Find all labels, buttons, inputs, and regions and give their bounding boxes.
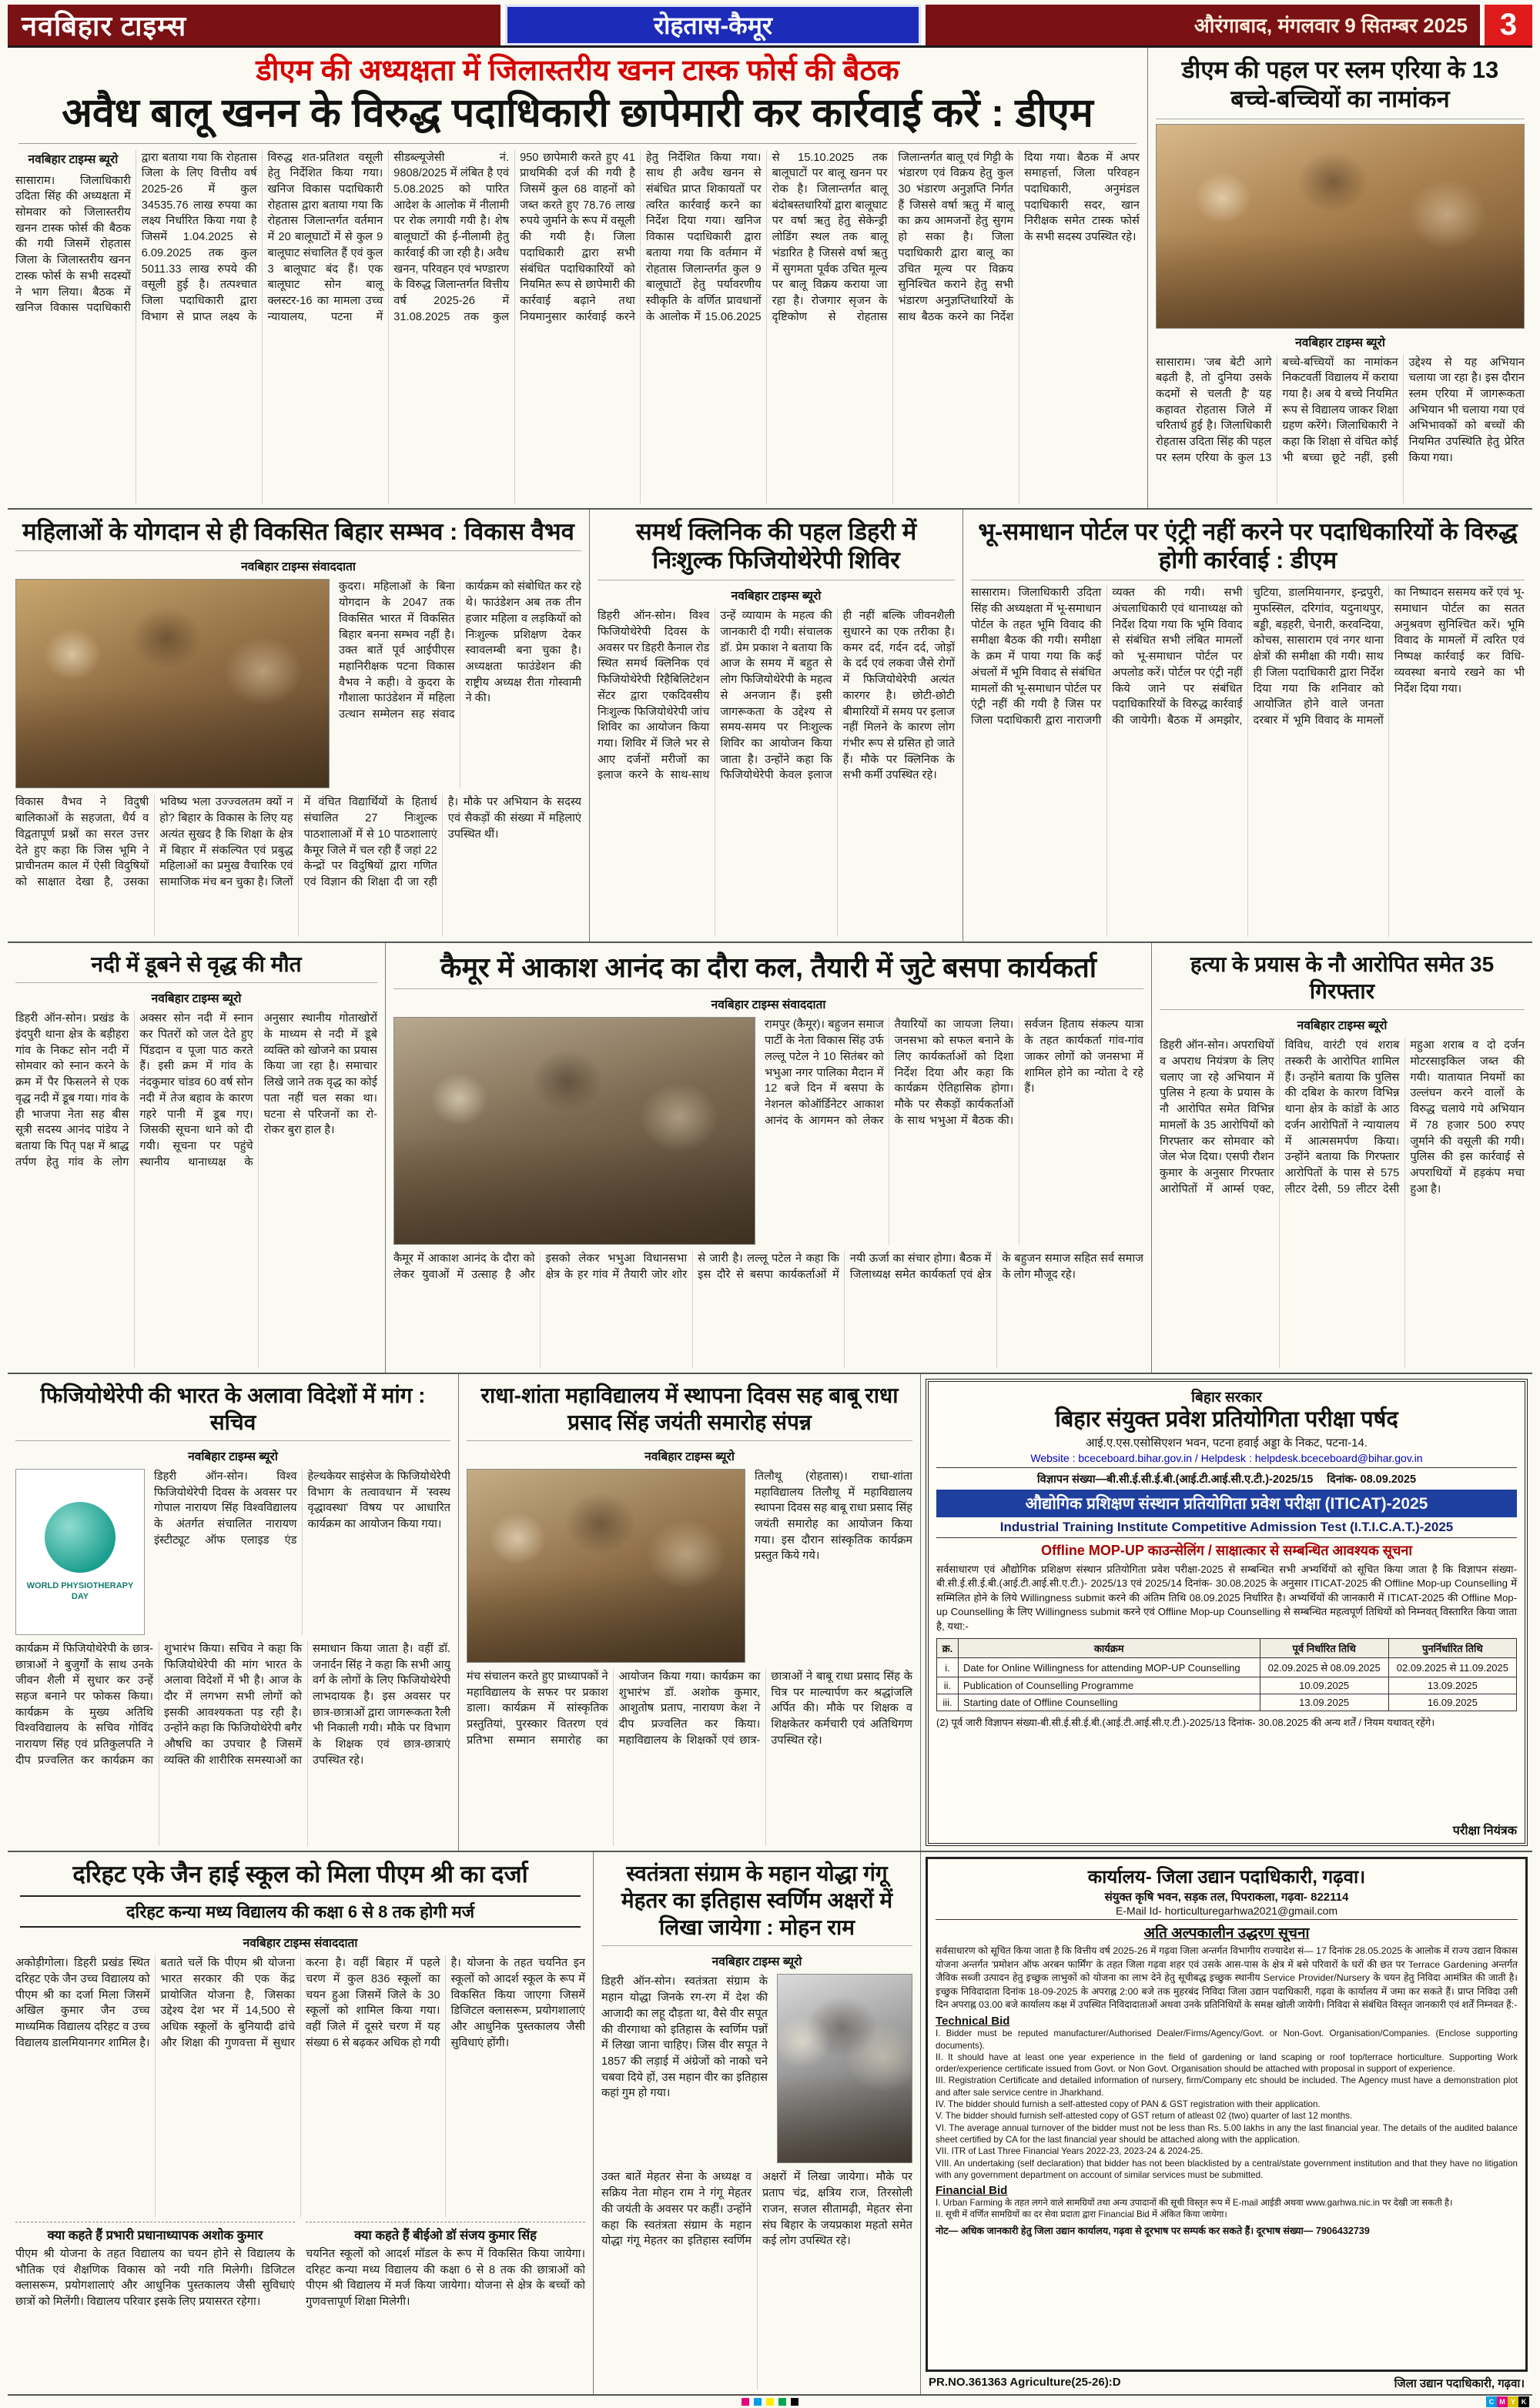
- samarth-headline: समर्थ क्लिनिक की पहल डिहरी में निःशुल्क फिजियोथेरेपी शिविर: [598, 514, 955, 581]
- page-number: 3: [1485, 5, 1532, 45]
- samarth-byline: नवबिहार टाइम्स ब्यूरो: [731, 590, 822, 604]
- row1-program: Date for Online Willingness for attending MOP-UP Counselling: [958, 1658, 1260, 1677]
- table-row: [937, 1677, 1517, 1694]
- physio-body-bottom: [15, 1641, 450, 1847]
- second-row: [8, 510, 1532, 944]
- radha-body-bottom: [467, 1669, 912, 1847]
- gangu-byline: नवबिहार टाइम्स ब्यूरो: [711, 1955, 802, 1969]
- bcece-th-new: पुनर्निर्धारित तिथि: [1388, 1639, 1516, 1658]
- table-row: [937, 1694, 1517, 1711]
- bcece-advt-no: विज्ञापन संख्या—बी.सी.ई.सी.ई.बी.(आई.टी.आई.सी.ए.टी.)-2025/15: [1036, 1473, 1314, 1486]
- mining-byline: नवबिहार टाइम्स ब्यूरो: [28, 152, 119, 166]
- bcece-th-sn: क्र.: [937, 1639, 959, 1658]
- mining-body-text: सासाराम। जिलाधिकारी उदिता सिंह की अध्यक्षता में सोमवार को जिलास्तरीय खनन टास्क फोर्स की बैठक की गयी जिसमें रोहतास जिला के जिलास्तरीय खनन टास्क फोर्स के सभी सदस्यों ने भाग लिया। बैठक में खनिज विकास पदाधिकारी द्वारा बताया गया कि रोहतास जिला के लिए वित्तीय वर्ष 2025-26 में कुल 34535.76 लाख रुपया का लक्ष्य निर्धारित किया गया है जिसमें 1.04.2025 से 6.09.2025 तक कुल 5011.33 लाख रुपये की वसूली हुई है। तत्पश्चात जिला पदाधिकारी द्वारा विभाग से प्राप्त लक्ष्य के विरुद्ध शत-प्रतिशत वसूली हेतु निर्देशित किया गया। खनिज विकास पदाधिकारी रोहतास द्वारा बताया गया कि रोहतास जिलान्तर्गत वर्तमान में 20 बालूघाटों में से कुल 9 बालूघाट संचालित हैं एवं कुल 3 बालूघाट बंद हैं। एक बालूघाट सोन बालू क्लस्टर-16 का मामला उच्च न्यायालय, पटना में सीडब्ल्यूजेसी नं. 9808/2025 में लंबित है एवं 5.08.2025 को पारित आदेश के आलोक में नीलामी पर रोक लगायी गयी है। शेष बालूघाटों की ई-नीलामी हेतु कार्रवाई की जा रही है। अवैध खनन, परिवहन एवं भण्डारण के विरुद्ध जिलान्तर्गत वित्तीय वर्ष 2025-26 में 31.08.2025 तक कुल 950 छापेमारी करते हुए 41 प्राथमिकी दर्ज की गयी है जिसमें कुल 68 वाहनों को जब्त करते हुए 78.76 लाख रुपये जुर्माने के रूप में वसूली की गयी है। जिला पदाधिकारी द्वारा सभी संबंधित पदाधिकारियों को नियमित रूप से छापेमारी की कार्रवाई बढ़ाने तथा नियमानुसार कार्रवाई करने हेतु निर्देशित किया गया। साथ ही अवैध खनन से संबंधित प्राप्त शिकायतों पर त्वरित कार्रवाई करने का निर्देश दिया गया। खनिज विकास पदाधिकारी द्वारा बताया गया कि वर्तमान में रोहतास जिलान्तर्गत कुल 9 बालूघाटों हेतु पर्यावरणीय स्वीकृति के वर्णित प्रावधानों के आलोक में 15.06.2025 से 15.10.2025 तक बालूघाटों पर बालू खनन पर रोक है। जिलान्तर्गत बालू बंदोबस्तधारियों द्वारा बालूघाट पर वर्षा ऋतु हेतु सेकेन्ड्री लोडिंग स्थल तक बालू भंडारित है जिससे वर्षा ऋतु में सुगमता पूर्वक उचित मूल्य पर बालू विक्रय कराया जा रहा है। रोजगार सृजन के दृष्टिकोण से रोहतास जिलान्तर्गत बालू एवं गिट्टी के भंडारण एवं विक्रय हेतु कुल 30 भंडारण अनुज्ञप्ति निर्गत हैं जिससे वर्षा ऋतु में बालू का क्रय आमजनों हेतु सुगम हो सका है। जिला पदाधिकारी द्वारा बालू का उचित मूल्य पर विक्रय सुनिश्चित कराने हेतु सभी भंडारण अनुज्ञप्तिधारियों के साथ बैठक करने का निर्देश दिया गया। बैठक में अपर समाहर्त्ता, जिला परिवहन पदाधिकारी, अनुमंडल पदाधिकारी सदर, खान निरीक्षक समेत टास्क फोर्स के सभी सदस्य उपस्थित रहे।: [15, 151, 1140, 323]
- tech-item-8: VIII. An undertaking (self declaration) that bidder has not been blacklisted by a central/state government institution and that they have no litigation with any government department on account of similar services must be submitted.: [936, 2158, 1518, 2180]
- vaibhav-body-bottom-text: विकास वैभव ने विदुषी बालिकाओं के सहजता, धैर्य व विद्वतापूर्ण प्रश्नों का सरल उत्तर देते हुए कहा कि जिस भूमि ने प्राचीनतम काल में ऐसी विदुषियों को साक्षात देखा है, उसका भविष्य भला उज्ज्वलतम क्यों न हो? बिहार के विकास के लिए यह अत्यंत सुखद है कि शिक्षा के क्षेत्र में बिहार में संकल्पित एवं प्रबुद्ध महिलाओं का प्रमुख वैचारिक एवं सामाजिक मंच बन चुका है। जिलों में वंचित विद्यार्थियों के हितार्थ संचालित 27 निःशुल्क पाठशालाओं में से 10 पाठशालाएं कैमूर जिले में चल रही हैं जहां 22 केन्द्रों पर विदुषियों द्वारा गणित एवं विज्ञान की शिक्षा दी जा रही है। मौके पर अभियान के सदस्य एवं सैकड़ों की संख्या में महिलाएं उपस्थित थीं।: [15, 796, 581, 888]
- bcece-controller-sign: परीक्षा नियंत्रक: [1452, 1824, 1517, 1838]
- row1-old-date: 02.09.2025 से 08.09.2025: [1260, 1658, 1388, 1677]
- bcece-notice-cell: [920, 1374, 1532, 1851]
- pm-shri-quotes: [15, 2222, 585, 2390]
- physio-headline: फिजियोथेरेपी की भारत के अलावा विदेशों में मांग : सचिव: [15, 1379, 450, 1441]
- quote2-text: चयनित स्कूलों को आदर्श मॉडल के रूप में विकसित किया जायेगा। दरिहट कन्या मध्य विद्यालय की कक्षा 6 से 8 तक की छात्राओं को पीएम श्री विद्यालय में मर्ज किया जायेगा। योजना से क्षेत्र के बच्चों को गुणवत्तापूर्ण शिक्षा मिलेगी।: [306, 2248, 585, 2309]
- radha-body-side-text: तिलौथू (रोहतास)। राधा-शांता महाविद्यालय तिलौथू में महाविद्यालय स्थापना दिवस सह बाबू राधा प्रसाद सिंह जयंती समारोह का आयोजन किया गया। इस दौरान सांस्कृतिक कार्यक्रम प्रस्तुत किये गये।: [755, 1470, 912, 1563]
- cmyk-m: M: [1497, 2396, 1508, 2407]
- gangu-body-side-text: डिहरी ऑन-सोन। स्वतंत्रता संग्राम के महान योद्धा जिनके रग-रग में देश की आजादी का लहू दौड़ता था, वैसे वीर सपूत की वीरगाथा को इतिहास के स्वर्णिम पन्नों में लिखा जाना चाहिए। जिस वीर सपूत ने 1857 की लड़ाई में अंग्रेजों को नाको चने चबवा दिये हों, उस महान वीर का इतिहास कहां गुम हो गया।: [601, 1975, 768, 2100]
- cmyk-y: Y: [1508, 2396, 1518, 2407]
- physio-body-side-text: डिहरी ऑन-सोन। विश्व फिजियोथेरेपी दिवस के अवसर पर गोपाल नारायण सिंह विश्वविद्यालय के अंतर्गत संचालित नारायण इंस्टीट्यूट ऑफ एलाइड एंड हेल्थकेयर साइंसेज के फिजियोथेरेपी विभाग के तत्वावधान में 'स्वस्थ वृद्धावस्था' विषय पर आधारित कार्यक्रम का आयोजन किया गया।: [154, 1470, 450, 1547]
- top-row: [8, 48, 1532, 510]
- samarth-body-text: डिहरी ऑन-सोन। विश्व फिजियोथेरेपी दिवस के अवसर पर डिहरी कैनाल रोड स्थित समर्थ क्लिनिक एवं फिजियोथेरेपी रिहैबिलिटेशन सेंटर द्वारा एकदिवसीय निःशुल्क फिजियोथेरेपी जांच शिविर का आयोजन किया गया। शिविर में जिले भर से आए दर्जनों मरीजों का इलाज करने के साथ-साथ उन्हें व्यायाम के महत्व की जानकारी दी गयी। संचालक डॉ. प्रेम प्रकाश ने बताया कि आज के समय में बहुत से लोग फिजियोथेरेपी के महत्व से अनजान हैं। इसी जागरूकता के उद्देश्य से समय-समय पर निःशुल्क शिविर का आयोजन किया जाता है। उन्होंने कहा कि फिजियोथेरेपी केवल इलाज ही नहीं बल्कि जीवनशैली सुधारने का एक तरीका है। कमर दर्द, गर्दन दर्द, जोड़ों के दर्द एवं लकवा जैसे रोगों में फिजियोथेरेपी अत्यंत कारगर है। छोटी-छोटी बीमारियों में समय पर इलाज नहीं मिलने के कारण लोग गंभीर रूप से ग्रसित हो जाते हैं। मौके पर क्लिनिक के सभी कर्मी उपस्थित रहे।: [598, 610, 955, 782]
- tech-item-5: V. The bidder should furnish self-attested copy of GST return of atleast 02 (two) quarter of last 12 months.: [936, 2111, 1353, 2122]
- black-mark-icon: [791, 2398, 798, 2406]
- third-row: [8, 943, 1532, 1374]
- garhwa-signature: जिला उद्यान पदाधिकारी, गढ़वा।: [1394, 2377, 1525, 2390]
- garhwa-address: संयुक्त कृषि भवन, सड़क तल, पिपराकला, गढ़वा- 822114: [1104, 1891, 1349, 1905]
- kaimur-headline: कैमूर में आकाश आनंद का दौरा कल, तैयारी में जुटे बसपा कार्यकर्ता: [393, 948, 1143, 989]
- bcece-mopup-line: Offline MOP-UP काउन्सेलिंग / साक्षात्कार से सम्बन्धित आवश्यक सूचना: [1040, 1542, 1413, 1558]
- garhwa-notice: [926, 1857, 1528, 2372]
- row3-sn: iii.: [937, 1694, 959, 1711]
- cmyk-c: C: [1486, 2396, 1497, 2407]
- article-kaimur: [385, 943, 1151, 1373]
- slum-headline: डीएम की पहल पर स्लम एरिया के 13 बच्चे-बच्चियों का नामांकन: [1156, 52, 1525, 119]
- kaimur-body-bottom-text: कैमूर में आकाश आनंद के दौरा को लेकर युवाओं में उत्साह है और इसको लेकर भभुआ विधानसभा क्षेत्र के हर गांव में तैयारी जोर शोर से जारी है। लल्लू पटेल ने कहा कि इस दौरे से बसपा कार्यकर्ताओं में नयी ऊर्जा का संचार होगा। बैठक में जिलाध्यक्ष समेत कार्यकर्ता एवं क्षेत्र के बहुजन समाज सहित सर्व समाज के लोग मौजूद रहे।: [393, 1252, 1143, 1282]
- quote2-heading: क्या कहते हैं बीईओ डॉ संजय कुमार सिंह: [354, 2229, 537, 2242]
- kaimur-photo: [393, 1017, 755, 1245]
- fin-item-2: II. सूची में वर्णित सामग्रियों का दर सेवा प्रदाता द्वारा Financial Bid में अंकित किया जायेगा।: [936, 2209, 1227, 2220]
- article-pm-shri: [8, 1852, 593, 2394]
- tech-item-4: IV. The bidder should furnish a self-attested copy of PAN & GST registration with their application.: [936, 2099, 1321, 2110]
- tech-item-1: I. Bidder must be reputed manufacturer/Authorised Dealer/Firms/Agency/Govt. or Non-Govt. Organisation/Companies. (Enclose supporting documents).: [936, 2028, 1518, 2051]
- radha-body-side: [755, 1469, 912, 1663]
- physio-body-bottom-text: कार्यक्रम में फिजियोथेरेपी के छात्र-छात्राओं ने बुजुर्गों के साथ उनके जीवन शैली में सुधार कर उन्हें सहज बनाने पर फोकस किया। कार्यक्रम के मुख्य अतिथि विश्वविद्यालय के सचिव गोविंद नारायण सिंह एवं प्रतिकुलपति ने दीप प्रज्वलित कर कार्यक्रम का शुभारंभ किया। सचिव ने कहा कि फिजियोथेरेपी की मांग भारत के अलावा विदेशों में भी है। आज के दौर में लगभग सभी लोगों को इसकी आवश्यकता पड़ रही है। उन्होंने कहा कि फिजियोथेरेपी बगैर औषधि का उपचार है जिसमें व्यक्ति की शारीरिक समस्याओं का समाधान किया जाता है। वहीं डॉ. जनार्दन सिंह ने कहा कि सभी आयु वर्ग के लोगों के लिए फिजियोथेरेपी लाभदायक है। इस अवसर पर छात्र-छात्राओं द्वारा जागरूकता रैली भी निकाली गयी। मौके पर विभाग के शिक्षक एवं छात्र-छात्राएं उपस्थित रहे।: [15, 1642, 450, 1767]
- nadi-body-text: डिहरी ऑन-सोन। प्रखंड के इंदपुरी थाना क्षेत्र के बड़ीहरा गांव के निकट सोन नदी में सोमवार को स्नान करने के क्रम में पैर फिसलने से एक वृद्ध नदी में डूब गया। गांव के ही भाजपा नेता सह बीस सूत्री सदस्य आनंद पांडेय ने बताया कि पितृ पक्ष में श्राद्ध तर्पण हेतु गांव के लोग अक्सर सोन नदी में स्नान कर पितरों को जल देते हुए पिंडदान व पूजा पाठ करते हैं। इसी क्रम में गांव के नंदकुमार चांडव 60 वर्ष सोन नदी में तेज बहाव के कारण गहरे पानी में डूब गए। जिसकी सूचना थाने को दी गयी। सूचना पर पहुंचे स्थानीय थानाध्यक्ष के अनुसार स्थानीय गोताखोरों के माध्यम से नदी में डूबे व्यक्ति को खोजने का प्रयास किया जा रहा है। समाचार लिखे जाने तक वृद्ध का कोई पता नहीं चल सका था। घटना से परिजनों का रो-रोकर बुरा हाल है।: [15, 1012, 377, 1169]
- masthead-dateline: औरंगाबाद, मंगलवार 9 सितम्बर 2025: [926, 5, 1480, 45]
- row3-program: Starting date of Offline Counselling: [958, 1694, 1260, 1711]
- mining-kicker: डीएम की अध्यक्षता में जिलास्तरीय खनन टास्क फोर्स की बैठक: [256, 54, 899, 87]
- samarth-body: [598, 608, 955, 937]
- hatya-body: [1160, 1038, 1525, 1368]
- pm-shri-headline: दरिहट एके जैन हाई स्कूल को मिला पीएम श्री का दर्जा: [72, 1861, 528, 1888]
- article-hatya: [1151, 943, 1532, 1373]
- pm-shri-body-text: अकोड़ीगोला। डिहरी प्रखंड स्थित दरिहट एके जैन उच्च विद्यालय को पीएम श्री का दर्जा मिला जिसमें अखिल कुमार जैन उच्च माध्यमिक विद्यालय दरिहट व उच्च विद्यालय डालमियानगर शामिल है। बताते चलें कि पीएम श्री योजना भारत सरकार की एक केंद्र प्रायोजित योजना है, जिसका उद्देश्य देश भर में 14,500 से अधिक स्कूलों के बुनियादी ढांचे और शिक्षा की गुणवत्ता में सुधार करना है। वहीं बिहार में पहले चरण में कुल 836 स्कूलों का चयन हुआ जिसमें जिले के 30 स्कूलों को शामिल किया गया। वहीं जिले में दूसरे चरण में यह संख्या 6 से बढ़कर अधिक हो गयी है। योजना के तहत चयनित इन स्कूलों को आदर्श स्कूल के रूप में विकसित किया जाएगा जिसमें डिजिटल क्लासरूम, प्रयोगशालाएं और आधुनिक पुस्तकालय जैसी सुविधाएं होंगी।: [15, 1957, 585, 2049]
- physiotherapy-day-icon: [45, 1502, 116, 1573]
- slum-byline: नवबिहार टाइम्स ब्यूरो: [1295, 336, 1385, 349]
- bhu-samadhan-body-text: सासाराम। जिलाधिकारी उदिता सिंह की अध्यक्षता में भू-समाधान पोर्टल के तहत भूमि विवाद की समीक्षा बैठक की गयी। समीक्षा के क्रम में पाया गया कि कई अंचलों में भूमि विवाद से संबंधित मामलों की भू-समाधान पोर्टल पर एंट्री नहीं की गयी है जिस पर जिला पदाधिकारी द्वारा नाराजगी व्यक्त की गयी। सभी अंचलाधिकारी एवं थानाध्यक्ष को निर्देश दिया गया कि भूमि विवाद से संबंधित सभी लंबित मामलों को भू-समाधान पोर्टल पर अपलोड करें। पोर्टल पर एंट्री नहीं किये जाने पर संबंधित पदाधिकारियों के विरुद्ध कार्रवाई की जायेगी। बैठक में अमझोर, चुटिया, डालमियानगर, इन्द्रपुरी, मुफस्सिल, दरिगांव, यदुनाथपुर, बड्डी, बड़हरी, चेनारी, करवन्दिया, कोचस, सासाराम एवं नगर थाना क्षेत्रों की समीक्षा की गयी। साथ ही जिला पदाधिकारी द्वारा निर्देश दिया गया कि शनिवार को आयोजित होने वाले जनता दरबार में भूमि विवाद के मामलों का निष्पादन ससमय करें एवं भू-समाधान पोर्टल का सतत अनुश्रवण सुनिश्चित करें। भूमि विवाद के मामलों में त्वरित एवं निष्पक्ष कार्रवाई कर विधि-व्यवस्था बनाये रखने का भी निर्देश दिया गया।: [971, 587, 1525, 727]
- nadi-headline: नदी में डूबने से वृद्ध की मौत: [15, 948, 377, 983]
- bcece-title-english: Industrial Training Institute Competitive Admission Test (I.T.I.C.A.T.)-2025: [936, 1517, 1517, 1538]
- bcece-advt-line: [936, 1468, 1517, 1490]
- hatya-headline: हत्या के प्रयास के नौ आरोपित समेत 35 गिरफ्तार: [1160, 948, 1525, 1010]
- bcece-title-hindi: औद्योगिक प्रशिक्षण संस्थान प्रतियोगिता प्रवेश परीक्षा (ITICAT)-2025: [936, 1490, 1517, 1517]
- gangu-body-bottom: [601, 2169, 912, 2390]
- garhwa-technical-bid-label: Technical Bid: [936, 2015, 1010, 2028]
- gangu-body-side: [601, 1974, 768, 2163]
- row2-new-date: 13.09.2025: [1388, 1677, 1516, 1694]
- bcece-address: आई.ए.एस.एसोसिएशन भवन, पटना हवाई अड्डा के निकट, पटना-14.: [1085, 1436, 1368, 1450]
- garhwa-footer-line: [924, 2373, 1529, 2391]
- row1-sn: i.: [937, 1658, 959, 1677]
- quote1-heading: क्या कहते हैं प्रभारी प्रधानाध्यापक अशोक कुमार: [47, 2229, 263, 2242]
- garhwa-office-title: कार्यालय- जिला उद्यान पदाधिकारी, गढ़वा।: [1087, 1867, 1366, 1888]
- physio-logo-text: WORLD PHYSIOTHERAPY DAY: [26, 1580, 134, 1601]
- magenta-mark-icon: [742, 2398, 749, 2406]
- pm-shri-subhead: दरिहट कन्या मध्य विद्यालय की कक्षा 6 से 8 तक होगी मर्ज: [20, 1895, 581, 1928]
- bcece-note: (2) पूर्व जारी विज्ञापन संख्या-बी.सी.ई.सी.ई.बी.(आई.टी.आई.सी.ए.टी.)-2025/13 दिनांक- 30.08.2025 की अन्य शर्तें / नियम यथावत् रहेंगे।: [936, 1717, 1435, 1729]
- nadi-body: [15, 1011, 377, 1368]
- hatya-body-text: डिहरी ऑन-सोन। अपराधियों व अपराध नियंत्रण के लिए चलाए जा रहे अभियान में पुलिस ने हत्या के प्रयास के नौ आरोपित समेत विभिन्न मामलों के 35 आरोपियों को गिरफ्तार कर सोमवार को जेल भेज दिया। एसपी रौशन कुमार के अनुसार गिरफ्तार आरोपितों में आर्म्स एक्ट, विविध, वारंटी एवं शराब तस्करी के आरोपित शामिल हैं। उन्होंने बताया कि पुलिस की दबिश के कारण विभिन्न थाना क्षेत्र के कांडों के आठ दर्जन आरोपितों ने न्यायालय में आत्मसमर्पण किया। उन्होंने बताया कि गिरफ्तार आरोपितों के पास से 575 लीटर देसी, 59 लीटर देसी महुआ शराब व दो दर्जन मोटरसाइकिल जब्त की गयी। यातायात नियमों का उल्लंघन करने वालों के विरुद्ध चलाये गये अभियान में 78 हजार 500 रुपए जुर्माने की वसूली की गयी। पुलिस की इस कार्रवाई से अपराधियों में हड़कंप मचा हुआ है।: [1160, 1039, 1525, 1196]
- kaimur-body-side: [765, 1017, 1143, 1245]
- gangu-headline: स्वतंत्रता संग्राम के महान योद्धा गंगू मेहतर का इतिहास स्वर्णिम अक्षरों में लिखा जायेगा : मोहन राम: [601, 1857, 912, 1946]
- mining-headline: अवैध बालू खनन के विरुद्ध पदाधिकारी छापेमारी कर कार्रवाई करें : डीएम: [18, 89, 1137, 144]
- vaibhav-body-side-text: कुदरा। महिलाओं के बिना योगदान के 2047 तक विकसित भारत में विकसित बिहार बनना सम्भव नहीं है। उक्त बातें पूर्व आईपीएस महानिरीक्षक पटना विकास वैभव ने कही। वे कुदरा के गौशाला फाउंडेशन में महिला उत्थान सम्मेलन सह संवाद कार्यक्रम को संबोधित कर रहे थे। फाउंडेशन अब तक तीन हजार महिला व लड़कियों को निःशुल्क प्रशिक्षण देकर स्वावलम्बी बना चुका है। अध्यक्षता फाउंडेशन की राष्ट्रीय अध्यक्ष रीता गोस्वामी ने की।: [339, 580, 581, 721]
- bcece-govt: बिहार सरकार: [1191, 1389, 1262, 1406]
- bcece-th-old: पूर्व निर्धारित तिथि: [1260, 1639, 1388, 1658]
- vaibhav-body-side: [339, 579, 581, 788]
- fin-item-1: I. Urban Farming के तहत लगने वाले सामग्रियों तथा अन्य उपादानों की सूची विस्तृत रूप में E-mail आईडी अथवा www.garhwa.nic.in पर देखी जा सकती है।: [936, 2198, 1453, 2209]
- article-radha-shanta: [458, 1374, 920, 1851]
- garhwa-notice-cell: [920, 1852, 1532, 2394]
- bcece-schedule-table: [936, 1638, 1517, 1711]
- garhwa-note: नोट— अधिक जानकारी हेतु जिला उद्यान कार्यालय, गढ़वा से दूरभाष पर सम्पर्क कर सकते हैं। दूरभाष संख्या— 7906432739: [936, 2225, 1370, 2236]
- pm-shri-byline: नवबिहार टाइम्स संवाददाता: [243, 1937, 358, 1951]
- color-registration-marks: [8, 2396, 1532, 2408]
- gangu-portrait-photo: [777, 1974, 912, 2163]
- row2-sn: ii.: [937, 1677, 959, 1694]
- quote1-text: पीएम श्री योजना के तहत विद्यालय का चयन होने से विद्यालय के भौतिक एवं शैक्षणिक विकास को नयी गति मिलेगी। डिजिटल क्लासरूम, प्रयोगशालाएं और आधुनिक पुस्तकालय जैसी सुविधाएं छात्रों को मिलेंगी। विद्यालय परिवार इसके लिए प्रयासरत रहेगा।: [15, 2248, 295, 2309]
- mining-body: [15, 150, 1140, 503]
- physio-body-side: [154, 1469, 450, 1635]
- bcece-board-name: बिहार संयुक्त प्रवेश प्रतियोगिता परीक्षा पर्षद: [1055, 1406, 1398, 1432]
- masthead: [8, 5, 1532, 48]
- quote-beo: [306, 2222, 585, 2390]
- article-physio: [8, 1374, 458, 1851]
- radha-photo: [467, 1469, 745, 1663]
- row2-old-date: 10.09.2025: [1260, 1677, 1388, 1694]
- physio-day-logo: [15, 1469, 145, 1635]
- article-slum: [1147, 48, 1532, 508]
- kaimur-body-side-text: रामपुर (कैमूर)। बहुजन समाज पार्टी के नेता विकास सिंह उर्फ लल्लू पटेल ने 10 सितंबर को भभुआ नगर पालिका मैदान में 12 बजे दिन में बसपा के नेशनल कोऑर्डिनेटर आकाश आनंद के आगमन को लेकर तैयारियों का जायजा लिया। जनसभा को सफल बनाने के लिए कार्यकर्ताओं को दिशा निर्देश दिया और कहा कि कार्यक्रम ऐतिहासिक होगा। मौके पर सैकड़ों कार्यकर्ताओं के साथ भभुआ में बैठक की। सर्वजन हिताय संकल्प यात्रा के तहत कार्यकर्ता गांव-गांव जाकर लोगों को जनसभा में शामिल होने का न्योता दे रहे हैं।: [765, 1018, 1143, 1127]
- yellow-mark-icon: [766, 2398, 774, 2406]
- vaibhav-body-bottom: [15, 794, 581, 937]
- row3-new-date: 16.09.2025: [1388, 1694, 1516, 1711]
- article-bhu-samadhan: [962, 510, 1532, 942]
- pr-number: PR.NO.361363 Agriculture(25-26):D: [929, 2376, 1121, 2389]
- article-nadi: [8, 943, 385, 1373]
- vaibhav-byline: नवबिहार टाइम्स संवाददाता: [241, 560, 356, 574]
- tech-item-7: VII. ITR of Last Three Financial Years 2022-23, 2023-24 & 2024-25.: [936, 2146, 1204, 2157]
- fourth-row: [8, 1374, 1532, 1853]
- slum-photo: [1156, 124, 1525, 329]
- tech-item-6: VI. The average annual turnover of the bidder must not be less than Rs. 5.00 lakhs in any the last financial year. The details of the audited balance sheet certified by CA for the last financial year should be attached along with the application.: [936, 2122, 1518, 2145]
- quote-headmaster: [15, 2222, 295, 2390]
- bcece-advt-date: दिनांक- 08.09.2025: [1327, 1473, 1417, 1486]
- bcece-th-program: कार्यक्रम: [958, 1639, 1260, 1658]
- bhu-samadhan-body: [971, 585, 1525, 937]
- hatya-byline: नवबिहार टाइम्स ब्यूरो: [1297, 1019, 1388, 1033]
- kaimur-body-bottom: [393, 1251, 1143, 1367]
- radha-byline: नवबिहार टाइम्स ब्यूरो: [644, 1450, 735, 1463]
- article-samarth: [589, 510, 962, 942]
- vaibhav-headline: महिलाओं के योगदान से ही विकसित बिहार सम्भव : विकास वैभव: [15, 514, 581, 552]
- fifth-row: [8, 1852, 1532, 2396]
- slum-body-text: सासाराम। 'जब बेटी आगे बढ़ती है, तो दुनिया उसके कदमों से चलती है' यह कहावत रोहतास जिले में चरितार्थ हुई है। जिलाधिकारी रोहतास उदिता सिंह की पहल पर स्लम एरिया के कुल 13 बच्चे-बच्चियों का नामांकन निकटवर्ती विद्यालय में कराया गया है। अब ये बच्चे नियमित रूप से विद्यालय जाकर शिक्षा ग्रहण करेंगे। जिलाधिकारी ने कहा कि शिक्षा से वंचित कोई भी बच्चा छूटे नहीं, इसी उद्देश्य से यह अभियान चलाया जा रहा है। इस दौरान स्लम एरिया में जागरूकता अभियान भी चलाया गया एवं अभिभावकों को बच्चों की नियमित उपस्थिति हेतु प्रेरित किया गया।: [1156, 356, 1525, 464]
- physio-byline: नवबिहार टाइम्स ब्यूरो: [188, 1450, 278, 1463]
- bcece-body: सर्वसाधारण एवं औद्योगिक प्रशिक्षण संस्थान प्रतियोगिता प्रवेश परीक्षा-2025 से सम्बन्धित सभी अभ्यर्थियों को सूचित किया जाता है कि विज्ञापन संख्या-बी.सी.ई.सी.ई.बी.(आई.टी.आई.सी.ए.टी.)- 2025/13 एवं 2025/14 दिनांक- 30.08.2025 के अनुसार ITICAT-2025 की Offline Mop-up Counselling में सम्मिलित होने के लिये Willingness submit करने की अंतिम तिथि 08.09.2025 निर्धारित है। अभ्यर्थियों की जानकारी में ITICAT-2025 की Offline Mop-up Counselling के लिए Willingness submit करने एवं Offline Mop-up Counselling से सम्बन्धित महत्वपूर्ण तिथियों को निम्नवत् विस्तारित किया जाता है, यथा:-: [936, 1563, 1517, 1632]
- bcece-notice: [926, 1379, 1528, 1847]
- tech-item-3: III. Registration Certificate and detailed information of nursery, firm/Company etc should be included. The Agency must have a demonstration plot and after sale service centre in Jharkhand.: [936, 2075, 1518, 2098]
- garhwa-intro: सर्वसाधारण को सूचित किया जाता है कि वित्तीय वर्ष 2025-26 में गढ़वा जिला अन्तर्गत विभागीय राज्यादेश सं— 17 दिनांक 28.05.2025 के आलोक में राज्य उद्यान विकास योजना अन्तर्गत 'प्रमोशन ऑफ अरबन फार्मिंग' के तहत जिला गढ़वा शहर एवं उसके आस-पास के क्षेत्र में बसे परिवारों के घरों की छत पर Terrace Gardening अन्तर्गत जैविक सब्जी उत्पादन हेतु इच्छुक लाभुकों को योजना का लाभ देने हेतु सूचीबद्ध इच्छुक स्थानीय Service Provider/Nursery के चयन हेतु निविदा आमंत्रित की जाती है। इच्छुक निविदादाता दिनांक 18-09-2025 के अपराह्न 2:00 बजे तक मुहरबंद निविदा जिला उद्यान पदाधिकारी, गढ़वा के कार्यालय में जमा कर सकते हैं। प्राप्त निविदा उसी दिन अपराह्न 03.00 बजे कार्यालय कक्ष में उपस्थित निविदादाताओं अथवा उनके प्रतिनिधियों के समक्ष खोली जायेगी। निविदा से संबंधित विस्तृत जानकारी एवं शर्तें निम्नवत हैं:-: [936, 1945, 1518, 2010]
- garhwa-band-title: अति अल्पकालीन उद्धरण सूचना: [1143, 1925, 1310, 1942]
- green-mark-icon: [778, 2398, 786, 2406]
- slum-body: [1156, 355, 1525, 503]
- table-row: [937, 1658, 1517, 1677]
- edition-box: रोहतास-कैमूर: [505, 5, 921, 45]
- row1-new-date: 02.09.2025 से 11.09.2025: [1388, 1658, 1516, 1677]
- garhwa-email: E-Mail Id- horticulturegarhwa2021@gmail.com: [936, 1905, 1518, 1920]
- radha-headline: राधा-शांता महाविद्यालय में स्थापना दिवस सह बाबू राधा प्रसाद सिंह जयंती समारोह संपन्न: [467, 1379, 912, 1441]
- vaibhav-photo: [15, 579, 330, 788]
- tech-item-2: II. It should have at least one year experience in the field of gardening or land scaping or roof top/terrace horticulture. Supporting Work order/experience certificate issued from Govt. or Non Govt. Organisation should be attached with proposal in support of experience.: [936, 2052, 1518, 2075]
- garhwa-financial-bid-label: Financial Bid: [936, 2184, 1008, 2198]
- gangu-body-bottom-text: उक्त बातें मेहतर सेना के अध्यक्ष व सक्रिय नेता मोहन राम ने गंगू मेहतर की जयंती के अवसर पर कहीं। उन्होंने कहा कि स्वतंत्रता संग्राम के महान योद्धा गंगू मेहतर का इतिहास स्वर्णिम अक्षरों में लिखा जायेगा। मौके पर प्रताप चंद्र, क्षत्रिय राज, तिरसोली राजन, सजल सीतामढ़ी, मेहतर सेना संघ बिहार के जयप्रकाश महतो समेत कई लोग उपस्थित रहे।: [601, 2171, 912, 2248]
- cyan-mark-icon: [754, 2398, 762, 2406]
- row3-old-date: 13.09.2025: [1260, 1694, 1388, 1711]
- nadi-byline: नवबिहार टाइम्स ब्यूरो: [151, 992, 242, 1006]
- bcece-website: Website : bceceboard.bihar.gov.in / Helpdesk : helpdesk.bceceboard@bihar.gov.in: [936, 1452, 1517, 1468]
- pm-shri-body: [15, 1955, 585, 2217]
- article-gangu-mehtar: [593, 1852, 920, 2394]
- row2-program: Publication of Counselling Programme: [958, 1677, 1260, 1694]
- kaimur-byline: नवबिहार टाइम्स संवाददाता: [711, 998, 826, 1012]
- article-mining: [8, 48, 1147, 508]
- paper-name: नवबिहार टाइम्स: [8, 5, 500, 45]
- bhu-samadhan-headline: भू-समाधान पोर्टल पर एंट्री नहीं करने पर पदाधिकारियों के विरुद्ध होगी कार्रवाई : डीएम: [971, 514, 1525, 581]
- article-vaibhav: [8, 510, 589, 942]
- radha-body-bottom-text: मंच संचालन करते हुए प्राध्यापकों ने महाविद्यालय के सफर पर प्रकाश डाला। कार्यक्रम में सांस्कृतिक प्रस्तुतियां, पुरस्कार वितरण एवं प्रतिभा सम्मान समारोह का आयोजन किया गया। कार्यक्रम का शुभारंभ डॉ. अशोक कुमार, आशुतोष प्रताप, नारायण केश ने दीप प्रज्वलित कर किया। महाविद्यालय के शिक्षकों एवं छात्र-छात्राओं ने बाबू राधा प्रसाद सिंह के चित्र पर माल्यार्पण कर श्रद्धांजलि अर्पित की। मौके पर शिक्षक व शिक्षकेतर कर्मचारी एवं अतिथिगण उपस्थित रहे।: [467, 1670, 912, 1747]
- cmyk-k: K: [1518, 2396, 1529, 2407]
- cmyk-block: [1486, 2396, 1529, 2407]
